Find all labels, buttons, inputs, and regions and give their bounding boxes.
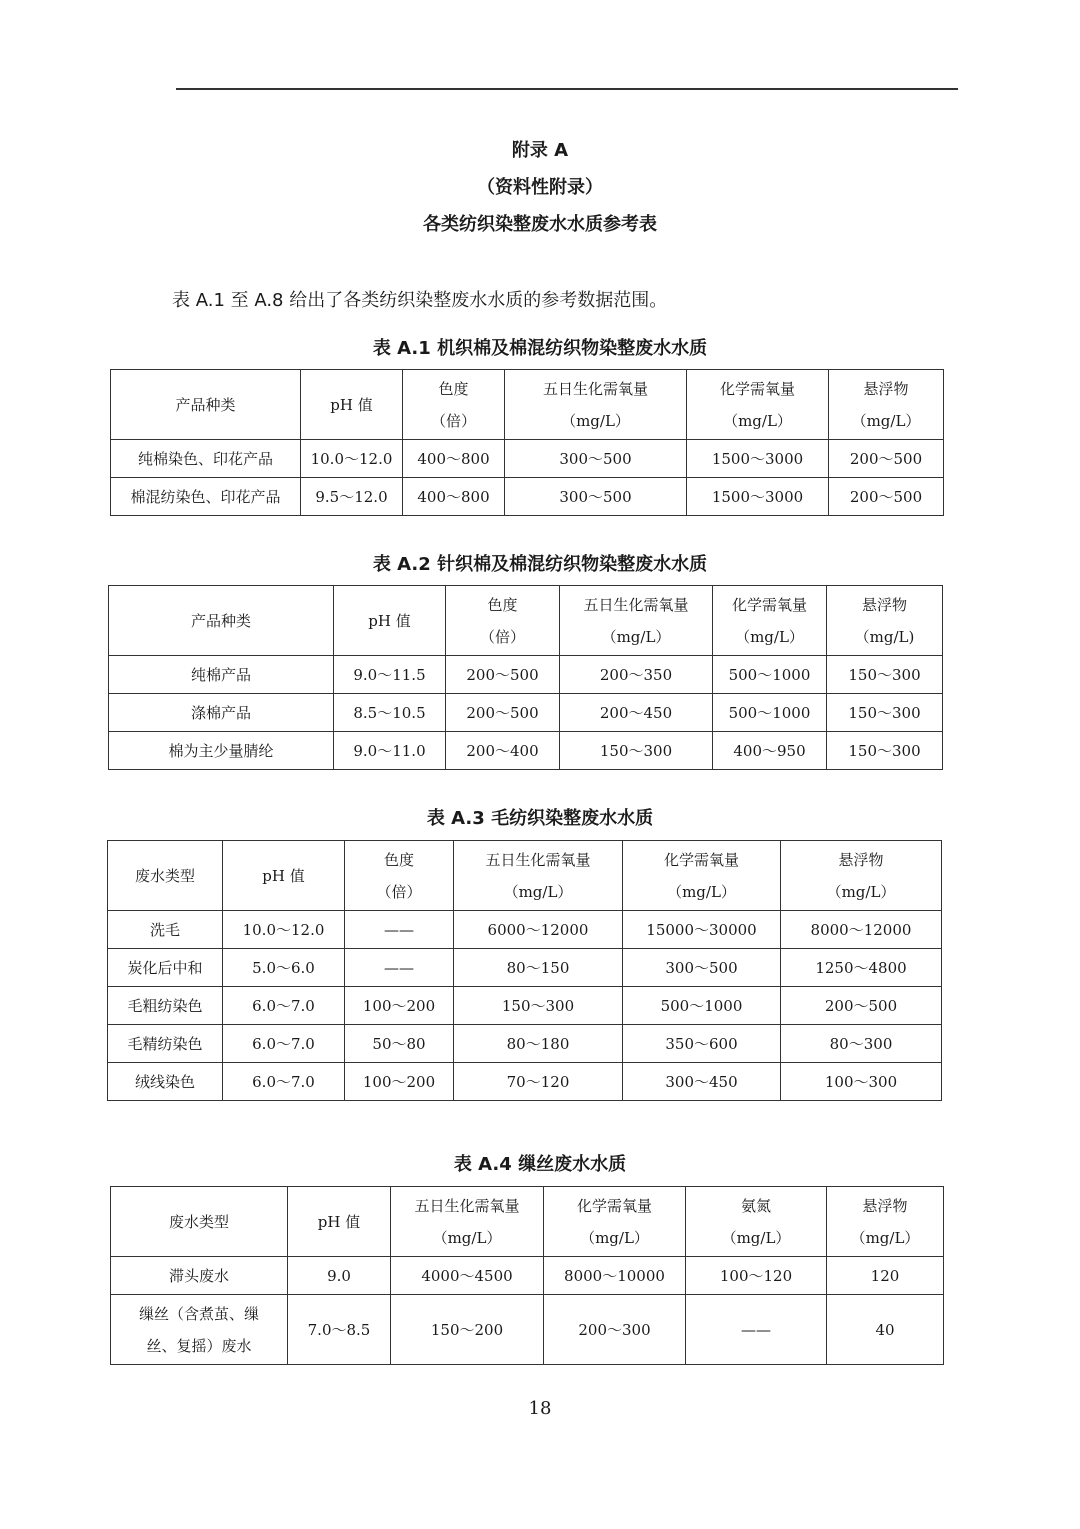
table-cell: 毛精纺染色 bbox=[108, 1025, 223, 1063]
header-cell: pH 值 bbox=[288, 1187, 391, 1257]
table-cell: 50～80 bbox=[345, 1025, 454, 1063]
header-cell: 悬浮物 （mg/L) bbox=[827, 586, 943, 656]
header-cell: 化学需氧量 （mg/L） bbox=[713, 586, 827, 656]
table-cell: 300～500 bbox=[505, 440, 687, 478]
table-cell: 10.0～12.0 bbox=[223, 911, 345, 949]
appendix-subtitle: （资料性附录） bbox=[477, 177, 603, 198]
table-cell: 150～300 bbox=[560, 732, 713, 770]
table-cell: 70～120 bbox=[454, 1063, 623, 1101]
table-header-row bbox=[108, 841, 942, 911]
table-row bbox=[108, 949, 942, 987]
header-cell: 化学需氧量 （mg/L） bbox=[623, 841, 781, 911]
table-cell: 1500～3000 bbox=[687, 440, 829, 478]
table-cell: 纯棉产品 bbox=[109, 656, 334, 694]
table-cell: 毛粗纺染色 bbox=[108, 987, 223, 1025]
table-cell: 100～120 bbox=[686, 1257, 827, 1295]
header-cell: pH 值 bbox=[223, 841, 345, 911]
table-cell: 15000～30000 bbox=[623, 911, 781, 949]
table-cell: 150～300 bbox=[827, 732, 943, 770]
table-a1 bbox=[110, 369, 944, 516]
table-cell: 350～600 bbox=[623, 1025, 781, 1063]
table-cell: 滞头废水 bbox=[111, 1257, 288, 1295]
header-cell: 色度 （倍） bbox=[403, 370, 505, 440]
table-cell: 9.0～11.5 bbox=[334, 656, 446, 694]
header-cell: 五日生化需氧量 （mg/L） bbox=[560, 586, 713, 656]
table-cell: 1250～4800 bbox=[781, 949, 942, 987]
table-cell: 150～300 bbox=[827, 694, 943, 732]
header-cell: 产品种类 bbox=[109, 586, 334, 656]
table-cell: 100～200 bbox=[345, 1063, 454, 1101]
table-cell: 涤棉产品 bbox=[109, 694, 334, 732]
table-cell: 500～1000 bbox=[713, 656, 827, 694]
table-a2 bbox=[108, 585, 943, 770]
table-cell: 8000～12000 bbox=[781, 911, 942, 949]
table-cell: 200～400 bbox=[446, 732, 560, 770]
table-cell: 500～1000 bbox=[713, 694, 827, 732]
table-cell: 8000～10000 bbox=[544, 1257, 686, 1295]
table-cell: 5.0～6.0 bbox=[223, 949, 345, 987]
header-cell: 五日生化需氧量 （mg/L） bbox=[454, 841, 623, 911]
table-cell: 6.0～7.0 bbox=[223, 1025, 345, 1063]
table-cell: 40 bbox=[827, 1295, 944, 1365]
table-cell: 9.0～11.0 bbox=[334, 732, 446, 770]
header-cell: 五日生化需氧量 （mg/L） bbox=[505, 370, 687, 440]
table-cell: 150～200 bbox=[391, 1295, 544, 1365]
header-cell: 色度 （倍） bbox=[446, 586, 560, 656]
table-a3-caption: 表 A.3 毛纺织染整废水水质 bbox=[426, 808, 654, 829]
table-cell: 棉为主少量腈纶 bbox=[109, 732, 334, 770]
table-row bbox=[109, 656, 943, 694]
table-cell: 1500～3000 bbox=[687, 478, 829, 516]
table-cell: 150～300 bbox=[827, 656, 943, 694]
table-cell: 炭化后中和 bbox=[108, 949, 223, 987]
table-cell: 400～950 bbox=[713, 732, 827, 770]
table-cell: 7.0～8.5 bbox=[288, 1295, 391, 1365]
header-cell: 悬浮物 （mg/L） bbox=[827, 1187, 944, 1257]
table-cell: 500～1000 bbox=[623, 987, 781, 1025]
header-cell: 氨氮 （mg/L） bbox=[686, 1187, 827, 1257]
intro-paragraph: 表 A.1 至 A.8 给出了各类纺织染整废水水质的参考数据范围。 bbox=[172, 290, 668, 311]
table-cell: 80～180 bbox=[454, 1025, 623, 1063]
table-cell: 200～500 bbox=[781, 987, 942, 1025]
table-row bbox=[111, 440, 944, 478]
table-cell: 80～150 bbox=[454, 949, 623, 987]
table-cell: 100～200 bbox=[345, 987, 454, 1025]
header-cell: pH 值 bbox=[301, 370, 403, 440]
appendix-title: 附录 A bbox=[511, 140, 569, 161]
table-cell: 80～300 bbox=[781, 1025, 942, 1063]
table-cell: 150～300 bbox=[454, 987, 623, 1025]
table-cell: 6000～12000 bbox=[454, 911, 623, 949]
table-a4 bbox=[110, 1186, 944, 1365]
table-cell: 400～800 bbox=[403, 478, 505, 516]
table-cell: —— bbox=[345, 911, 454, 949]
table-cell: 9.5～12.0 bbox=[301, 478, 403, 516]
table-cell: 400～800 bbox=[403, 440, 505, 478]
table-cell: —— bbox=[686, 1295, 827, 1365]
table-cell: 8.5～10.5 bbox=[334, 694, 446, 732]
table-row bbox=[109, 694, 943, 732]
table-row bbox=[111, 1257, 944, 1295]
table-a3 bbox=[107, 840, 942, 1101]
table-row bbox=[108, 1025, 942, 1063]
table-a2-caption: 表 A.2 针织棉及棉混纺织物染整废水水质 bbox=[372, 554, 708, 575]
table-cell: 缫丝（含煮茧、缫丝、复摇）废水 bbox=[111, 1295, 288, 1365]
table-header-row bbox=[109, 586, 943, 656]
table-cell: 4000～4500 bbox=[391, 1257, 544, 1295]
table-cell: 120 bbox=[827, 1257, 944, 1295]
header-cell: 五日生化需氧量 （mg/L） bbox=[391, 1187, 544, 1257]
table-cell: 洗毛 bbox=[108, 911, 223, 949]
header-cell: pH 值 bbox=[334, 586, 446, 656]
header-cell: 悬浮物 （mg/L） bbox=[781, 841, 942, 911]
table-cell: 棉混纺染色、印花产品 bbox=[111, 478, 301, 516]
table-cell: 6.0～7.0 bbox=[223, 1063, 345, 1101]
table-cell: 300～500 bbox=[505, 478, 687, 516]
top-rule bbox=[176, 88, 958, 90]
table-cell: 200～350 bbox=[560, 656, 713, 694]
table-cell: 绒线染色 bbox=[108, 1063, 223, 1101]
header-cell: 产品种类 bbox=[111, 370, 301, 440]
table-cell: 200～500 bbox=[446, 694, 560, 732]
page-number: 18 bbox=[528, 1398, 552, 1419]
header-cell: 化学需氧量 （mg/L） bbox=[687, 370, 829, 440]
table-row bbox=[108, 987, 942, 1025]
table-row bbox=[108, 1063, 942, 1101]
table-cell: —— bbox=[345, 949, 454, 987]
table-cell: 6.0～7.0 bbox=[223, 987, 345, 1025]
table-cell: 9.0 bbox=[288, 1257, 391, 1295]
table-a4-caption: 表 A.4 缫丝废水水质 bbox=[453, 1154, 627, 1175]
header-cell: 废水类型 bbox=[108, 841, 223, 911]
table-cell: 200～500 bbox=[829, 478, 944, 516]
table-header-row bbox=[111, 370, 944, 440]
table-cell: 200～500 bbox=[829, 440, 944, 478]
header-cell: 废水类型 bbox=[111, 1187, 288, 1257]
header-cell: 色度 （倍） bbox=[345, 841, 454, 911]
header-cell: 悬浮物 （mg/L） bbox=[829, 370, 944, 440]
table-row bbox=[108, 911, 942, 949]
table-header-row bbox=[111, 1187, 944, 1257]
table-cell: 200～500 bbox=[446, 656, 560, 694]
table-row bbox=[109, 732, 943, 770]
table-cell: 300～450 bbox=[623, 1063, 781, 1101]
table-cell: 300～500 bbox=[623, 949, 781, 987]
table-a1-caption: 表 A.1 机织棉及棉混纺织物染整废水水质 bbox=[372, 338, 708, 359]
appendix-heading: 各类纺织染整废水水质参考表 bbox=[423, 214, 657, 235]
table-row bbox=[111, 478, 944, 516]
table-row bbox=[111, 1295, 944, 1365]
table-cell: 200～450 bbox=[560, 694, 713, 732]
table-cell: 纯棉染色、印花产品 bbox=[111, 440, 301, 478]
table-cell: 100～300 bbox=[781, 1063, 942, 1101]
header-cell: 化学需氧量 （mg/L） bbox=[544, 1187, 686, 1257]
table-cell: 200～300 bbox=[544, 1295, 686, 1365]
table-cell: 10.0～12.0 bbox=[301, 440, 403, 478]
